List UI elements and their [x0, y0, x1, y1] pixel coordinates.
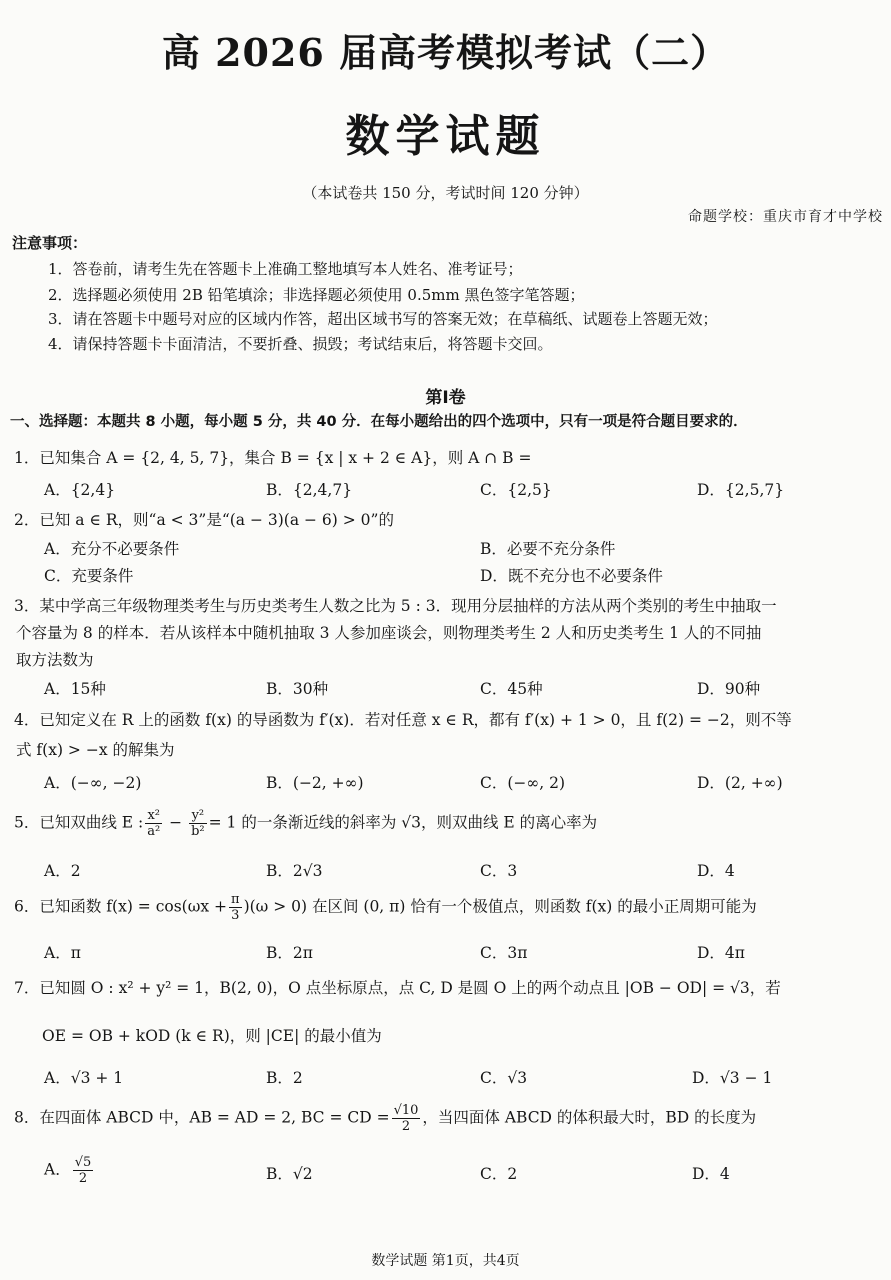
question-8-option-a	[44, 1155, 95, 1186]
question-4-option-a: A．(−∞, −2)	[44, 774, 142, 792]
question-3-option-c: C．45种	[480, 680, 543, 698]
setter-school: 命题学校：重庆市育才中学校	[688, 209, 883, 225]
question-6-stem	[14, 892, 757, 923]
fraction	[73, 1155, 94, 1186]
fraction-numerator: x²	[145, 808, 162, 824]
fraction-numerator: √10	[393, 1103, 419, 1118]
question-5-option-c: C．3	[480, 862, 518, 880]
fraction-numerator: π	[231, 892, 240, 907]
question-4-stem: 4．已知定义在 R 上的函数 f(x) 的导函数为 f′(x)．若对任意 x ∈ R，都有 f′(x) + 1 > 0，且 f(2) = −2，则不等	[14, 711, 792, 729]
question-5-stem: 5．已知双曲线 E : $\frac{\text{x²}}{\text{a²}}$ − $\frac{\text{y²}}{\text{b²}}$ = 1 的一条渐近线的斜率为 √3，则双曲线 E 的离心率为	[14, 808, 598, 839]
question-4-option-d: D．(2, +∞)	[697, 774, 783, 792]
question-1-option-a: A．{2,4}	[44, 481, 116, 499]
question-2-option-d: D．既不充分也不必要条件	[480, 567, 663, 585]
notice-item: 4．请保持答题卡卡面清洁，不要折叠、损毁；考试结束后，将答题卡交回。	[48, 335, 553, 353]
question-4-option-c: C．(−∞, 2)	[480, 774, 566, 792]
question-7-option-a: A．√3 + 1	[44, 1069, 124, 1087]
question-5-stem-b: = 1 的一条渐近线的斜率为 √3，则双曲线 E 的离心率为	[208, 813, 598, 832]
question-1-option-c: C．{2,5}	[480, 481, 552, 499]
question-7-stem-line2: OE = OB + kOD (k ∈ R)，则 |CE| 的最小值为	[42, 1027, 382, 1045]
question-2-option-c: C．充要条件	[44, 567, 134, 585]
question-7-option-b: B．2	[266, 1069, 303, 1087]
question-6-option-c: C．3π	[480, 944, 528, 962]
question-1-option-d: D．{2,5,7}	[697, 481, 785, 499]
question-3-option-b: B．30种	[266, 680, 329, 698]
question-5-option-b: B．2√3	[266, 862, 323, 880]
question-4-option-b: B．(−2, +∞)	[266, 774, 364, 792]
question-8-stem-b: ，当四面体 ABCD 的体积最大时，BD 的长度为	[422, 1108, 757, 1127]
question-6-option-b: B．2π	[266, 944, 313, 962]
subject-title: 数学试题	[345, 111, 546, 162]
question-7-stem: 7．已知圆 O : x² + y² = 1，B(2, 0)，O 点坐标原点，点 C, D 是圆 O 上的两个动点且 |OB − OD| = √3，若	[14, 979, 781, 997]
question-3-stem-line2: 个容量为 8 的样本．若从该样本中随机抽取 3 人参加座谈会，则物理类考生 2 人和历史类考生 1 人的不同抽	[16, 624, 762, 642]
volume-heading: 第Ⅰ卷	[425, 388, 466, 408]
question-6-option-a: A．π	[44, 944, 81, 962]
fraction-numerator: √5	[74, 1155, 92, 1170]
question-2-option-b: B．必要不充分条件	[480, 540, 616, 558]
question-3-option-d: D．90种	[697, 680, 761, 698]
fraction-denominator: b²	[191, 824, 205, 839]
question-8-option-b: B．√2	[266, 1165, 313, 1183]
question-5-option-a: A．2	[44, 862, 81, 880]
question-8-option-d: D．4	[692, 1165, 730, 1183]
fraction-denominator: 2	[401, 1119, 411, 1134]
question-6-stem-b: )(ω > 0) 在区间 (0, π) 恰有一个极值点，则函数 f(x) 的最小正周期可能为	[243, 897, 757, 916]
fraction	[145, 808, 162, 839]
question-4-stem-line2: 式 f(x) > −x 的解集为	[16, 741, 175, 759]
question-1-option-b: B．{2,4,7}	[266, 481, 353, 499]
fraction	[229, 892, 242, 923]
section-heading: 一、选择题：本题共 8 小题，每小题 5 分，共 40 分．在每小题给出的四个选项中，只有一项是符合题目要求的．	[10, 414, 748, 430]
notice-item: 3．请在答题卡中题号对应的区域内作答，超出区域书写的答案无效；在草稿纸、试题卷上答题无效；	[48, 310, 718, 328]
fraction	[392, 1103, 421, 1134]
fraction-denominator: 2	[78, 1171, 88, 1186]
question-5-option-d: D．4	[697, 862, 735, 880]
question-8-option-c: C．2	[480, 1165, 518, 1183]
question-8-stem	[14, 1103, 756, 1134]
fraction-numerator: y²	[189, 808, 207, 824]
option-letter: A．	[44, 1160, 71, 1179]
question-3-stem: 3．某中学高三年级物理类考生与历史类考生人数之比为 5 : 3．现用分层抽样的方法从两个类别的考生中抽取一	[14, 597, 777, 615]
question-7-option-c: C．√3	[480, 1069, 528, 1087]
question-3-stem-line3: 取方法数为	[16, 651, 94, 669]
exam-info: （本试卷共 150 分，考试时间 120 分钟）	[302, 184, 589, 202]
page-footer: 数学试题 第1页，共4页	[371, 1253, 520, 1269]
question-3-option-a: A．15种	[44, 680, 106, 698]
question-2-option-a: A．充分不必要条件	[44, 540, 180, 558]
question-1-stem: 1．已知集合 A = {2, 4, 5, 7}，集合 B = {x | x + 2 ∈ A}，则 A ∩ B =	[14, 449, 532, 467]
question-6-stem-a: 6．已知函数 f(x) = cos(ωx +	[14, 897, 228, 916]
question-6-option-d: D．4π	[697, 944, 745, 962]
question-7-option-d: D．√3 − 1	[692, 1069, 773, 1087]
fraction-denominator: 3	[231, 908, 240, 923]
question-5-stem-a: 5．已知双曲线 E :	[14, 813, 144, 832]
notice-item: 1．答卷前，请考生先在答题卡上准确工整地填写本人姓名、准考证号；	[48, 260, 523, 278]
fraction-denominator: a²	[147, 824, 161, 839]
notice-heading: 注意事项：	[12, 234, 88, 252]
notice-item: 2．选择题必须使用 2B 铅笔填涂；非选择题必须使用 0.5mm 黑色签字笔答题；	[48, 286, 585, 304]
question-8-stem-a: 8．在四面体 ABCD 中，AB = AD = 2, BC = CD =	[14, 1108, 390, 1127]
question-2-stem: 2．已知 a ∈ R，则“a < 3”是“(a − 3)(a − 6) > 0”的	[14, 511, 394, 529]
exam-title: 高 2026 届高考模拟考试（二）	[161, 30, 730, 75]
fraction	[189, 808, 207, 839]
